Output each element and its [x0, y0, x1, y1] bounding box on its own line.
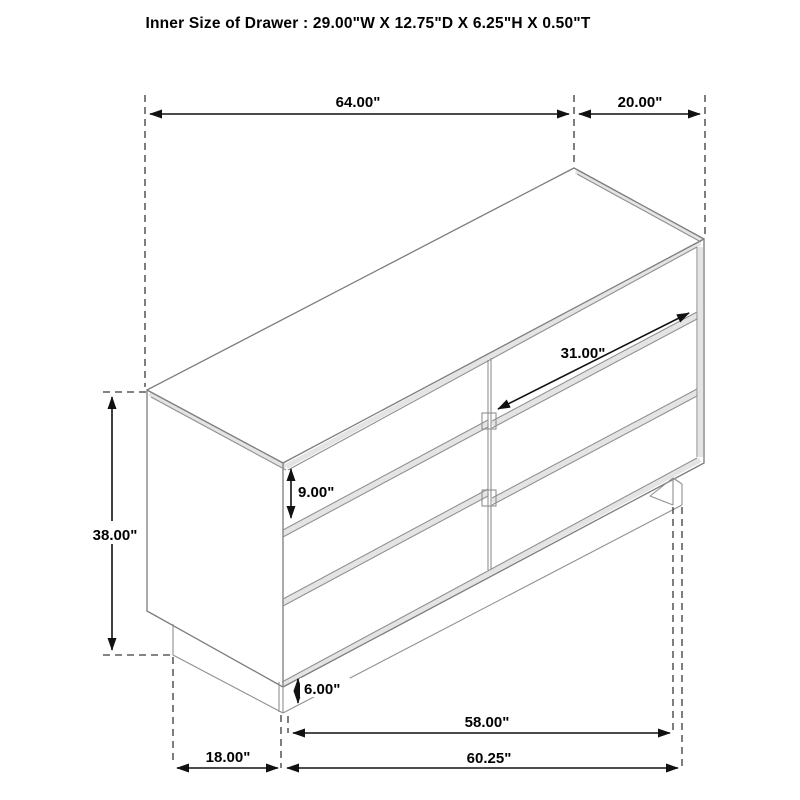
- diagram-title: Inner Size of Drawer : 29.00"W X 12.75"D X 6.25"H X 0.50"T: [145, 15, 591, 32]
- shading-bands: [150, 171, 703, 684]
- dim-label-base-inner-width: 58.00": [464, 714, 510, 731]
- dim-label-drawer-front-width: 31.00": [560, 345, 606, 362]
- dim-label-base-outer-width: 60.25": [466, 750, 512, 767]
- dim-label-top-depth: 20.00": [617, 94, 663, 111]
- dimension-labels: [93, 94, 663, 767]
- dim-label-base-height: 6.00": [304, 681, 341, 698]
- extension-dashed-lines: [103, 95, 705, 768]
- dim-label-top-drawer-height: 9.00": [298, 484, 335, 501]
- dim-label-overall-height: 38.00": [92, 527, 138, 544]
- dim-label-top-width: 64.00": [335, 94, 381, 111]
- dim-label-side-depth: 18.00": [205, 749, 251, 766]
